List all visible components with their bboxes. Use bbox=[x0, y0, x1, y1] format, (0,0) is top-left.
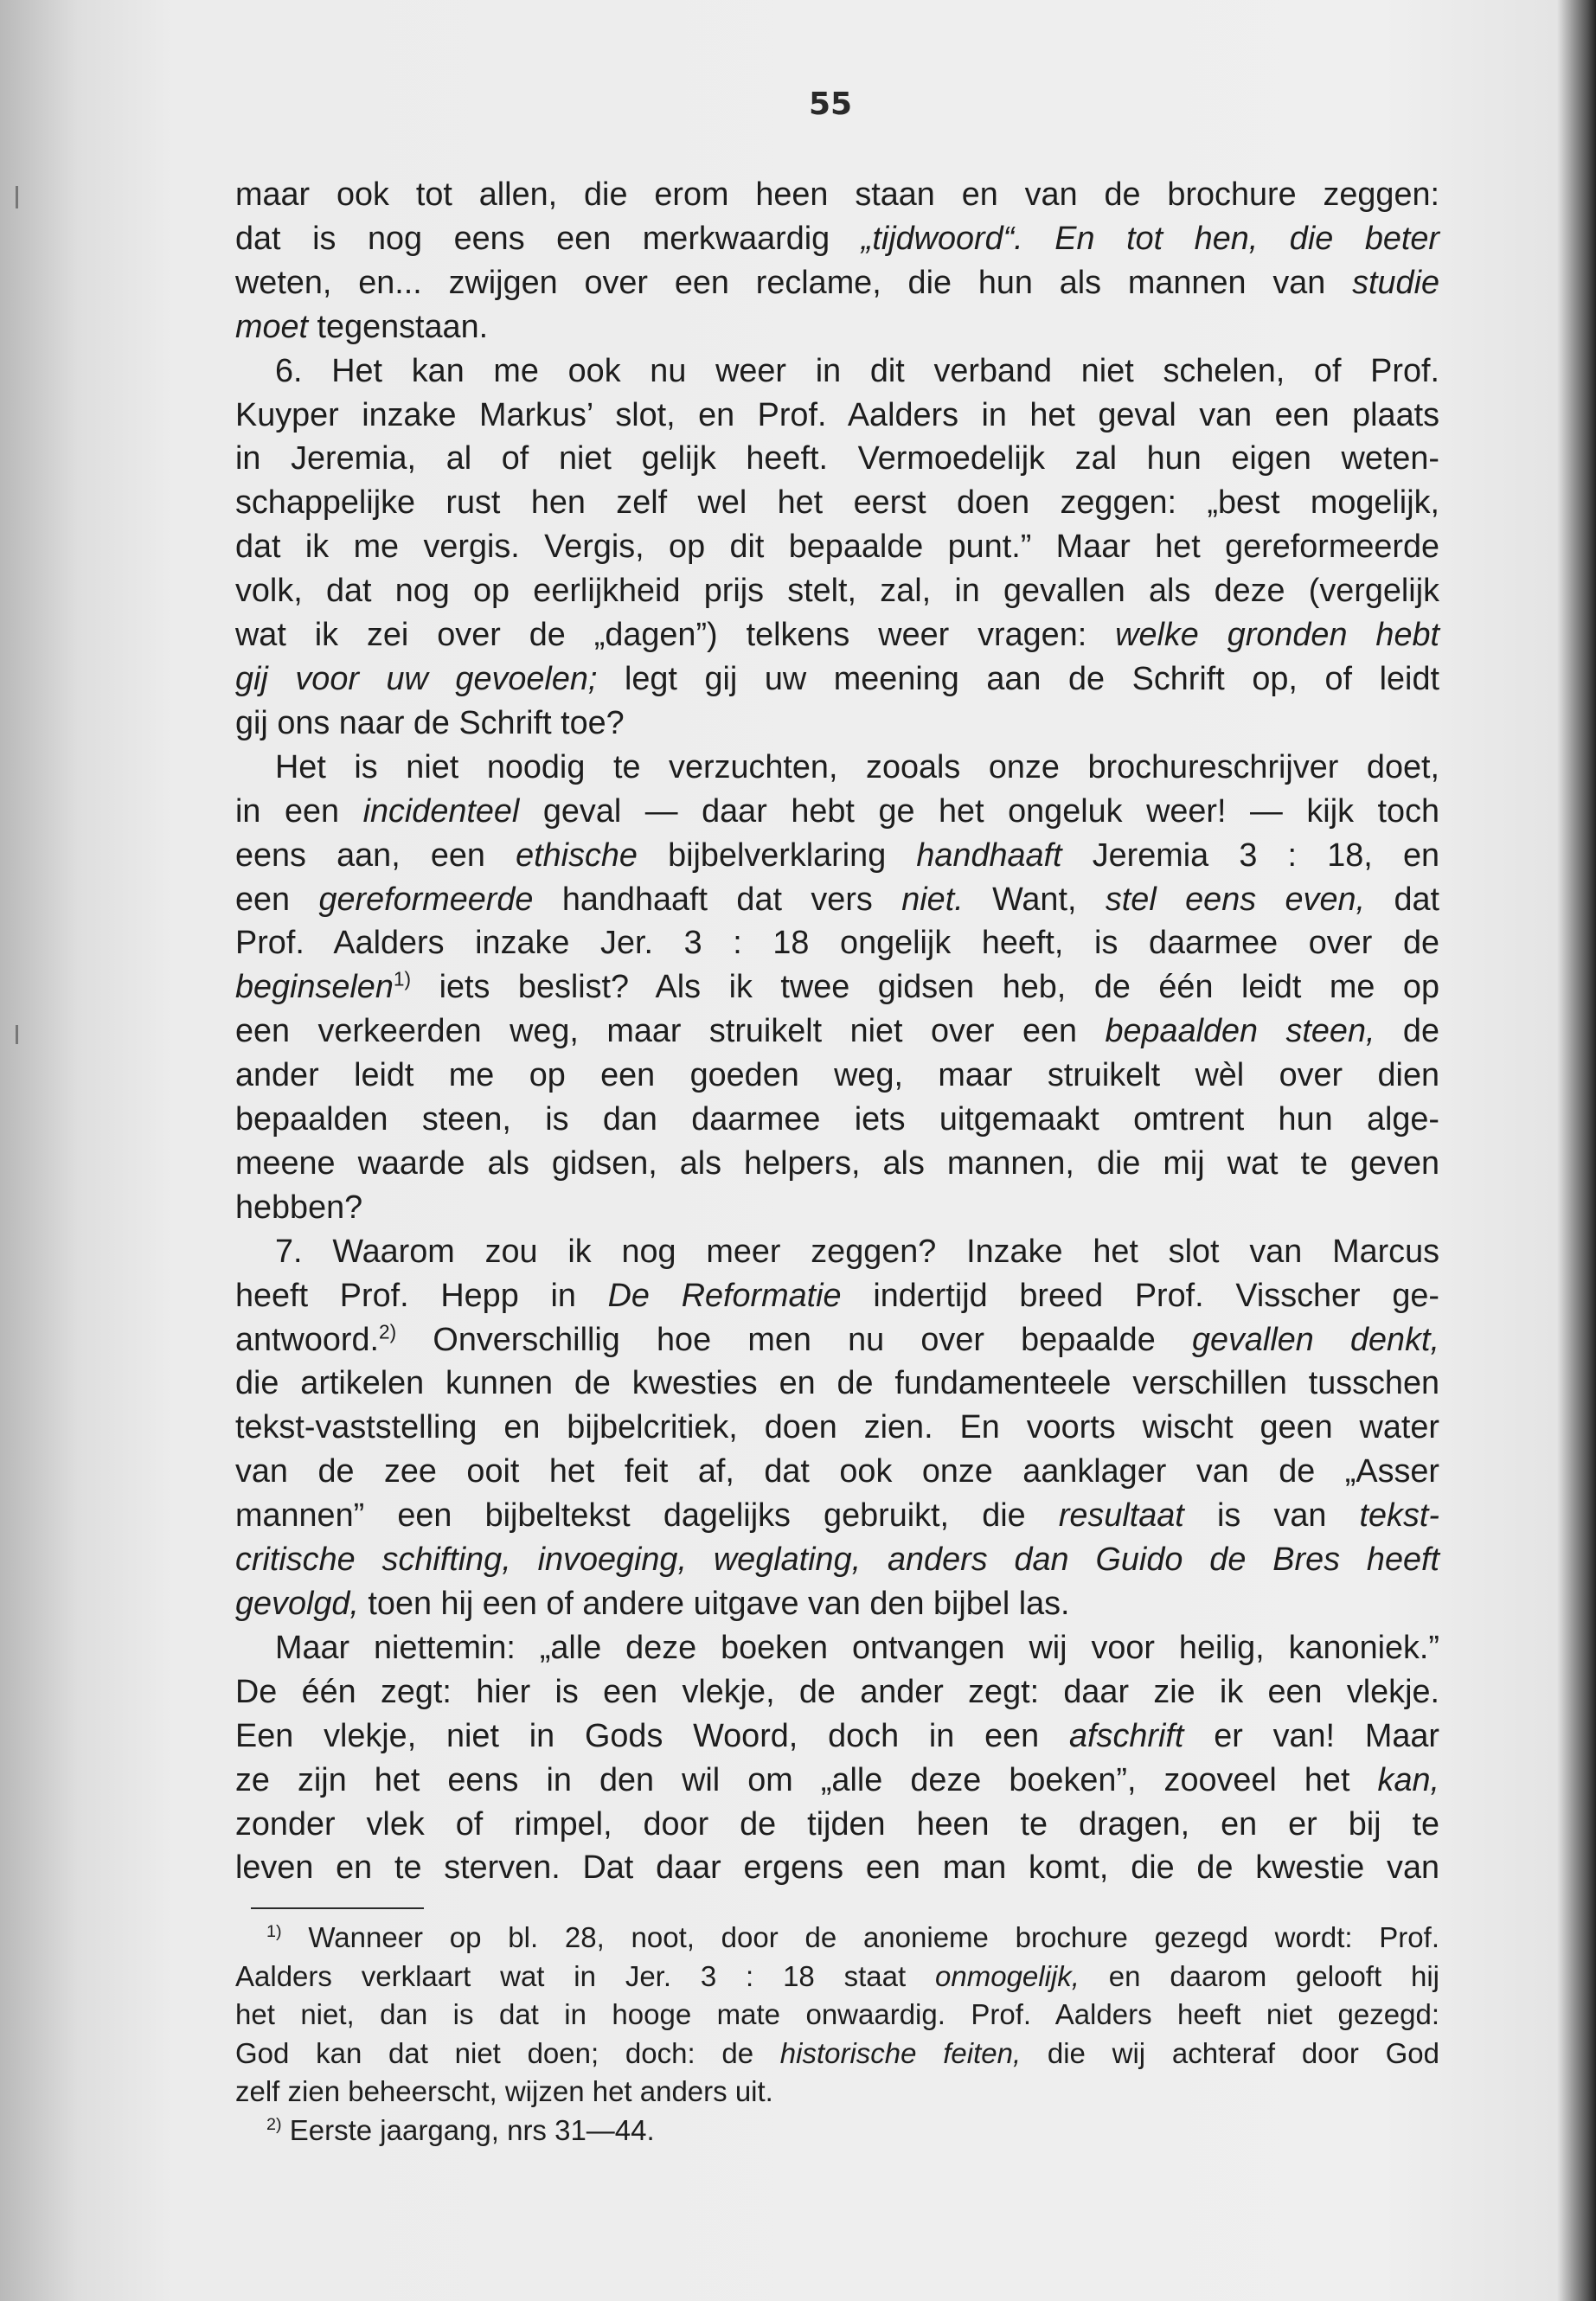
text-line: hebben? bbox=[235, 1189, 363, 1226]
text-line: Maar niettemin: „alle deze boeken ontvangen wij voor heilig, kanoniek.” bbox=[275, 1629, 1439, 1666]
footnote-ref: 1) bbox=[393, 967, 412, 990]
text-line: zonder vlek of rimpel, door de tijden heen te dragen, en er bij te bbox=[235, 1805, 1439, 1843]
text-line: 7. Waarom zou ik nog meer zeggen? Inzake het slot van Marcus bbox=[275, 1233, 1439, 1270]
text-line: Prof. Aalders inzake Jer. 3 : 18 ongelijk heeft, is daarmee over de bbox=[235, 925, 1439, 962]
text-line: beginselen$^{1)}$ iets beslist? Als ik twee gidsen heb, de één leidt me op bbox=[235, 967, 1439, 1006]
page-number: 55 bbox=[808, 87, 853, 122]
text-line: eens aan, een ethische bijbelverklaring handhaaft Jeremia 3 : 18, en bbox=[235, 836, 1439, 874]
text-line: moet tegenstaan. bbox=[235, 308, 489, 345]
text-line: Het is niet noodig te verzuchten, zooals onze brochureschrijver doet, bbox=[275, 748, 1439, 785]
text-line: maar ook tot allen, die erom heen staan en van de brochure zeggen: bbox=[235, 176, 1439, 213]
text-line: weten, en... zwijgen over een reclame, die hun als mannen van studie bbox=[235, 264, 1439, 301]
text-line: gij ons naar de Schrift toe? bbox=[235, 704, 625, 741]
text-line: leven en te sterven. Dat daar ergens een man komt, die de kwestie van bbox=[235, 1849, 1439, 1887]
text-line: Kuyper inzake Markus’ slot, en Prof. Aalders in het geval van een plaats bbox=[235, 396, 1439, 433]
text-line: in een incidenteel geval — daar hebt ge het ongeluk weer! — kijk toch bbox=[235, 792, 1439, 830]
text-line: dat ik me vergis. Vergis, op dit bepaalde punt.” Maar het gereformeerde bbox=[235, 529, 1439, 566]
text-line: ander leidt me op een goeden weg, maar struikelt wèl over dien bbox=[235, 1057, 1439, 1094]
text-line: heeft Prof. Hepp in De Reformatie indertijd breed Prof. Visscher ge- bbox=[235, 1277, 1440, 1314]
text-line: critische schifting, invoeging, weglating, anders dan Guido de Bres heeft bbox=[235, 1541, 1439, 1579]
text-line: die artikelen kunnen de kwesties en de fundamenteele verschillen tusschen bbox=[235, 1365, 1439, 1402]
footnote-line: zelf zien beheerscht, wijzen het anders uit. bbox=[235, 2075, 773, 2107]
body-text bbox=[235, 173, 1439, 1890]
text-line: schappelijke rust hen zelf wel het eerst doen zeggen: „best mogelijk, bbox=[235, 484, 1439, 522]
footnote-rule bbox=[251, 1907, 424, 1909]
text-line: in Jeremia, al of niet gelijk heeft. Vermoedelijk zal hun eigen weten- bbox=[235, 440, 1439, 478]
text-line: meene waarde als gidsen, als helpers, als mannen, die mij wat te geven bbox=[235, 1144, 1439, 1182]
text-line: De één zegt: hier is een vlekje, de ander zegt: daar zie ik een vlekje. bbox=[235, 1673, 1439, 1710]
text-line: ze zijn het eens in den wil om „alle deze boeken”, zooveel het kan, bbox=[235, 1761, 1439, 1798]
text-line: dat is nog eens een merkwaardig „tijdwoord“. En tot hen, die beter bbox=[235, 220, 1439, 257]
footnote-line: $^{1)}$ Wanneer op bl. 28, noot, door de anonieme brochure gezegd wordt: Prof. bbox=[266, 1921, 1439, 1953]
footnotes bbox=[235, 1919, 1439, 2150]
text-line: Een vlekje, niet in Gods Woord, doch in een afschrift er van! Maar bbox=[235, 1717, 1439, 1754]
footnote-line: God kan dat niet doen; doch: de historische feiten, die wij achteraf door God bbox=[235, 2036, 1439, 2069]
footnote-line: $^{2)}$ Eerste jaargang, nrs 31—44. bbox=[266, 2113, 655, 2146]
text-line: een verkeerden weg, maar struikelt niet over een bepaalden steen, de bbox=[235, 1013, 1439, 1050]
text-line: een gereformeerde handhaaft dat vers niet. Want, stel eens even, dat bbox=[235, 881, 1439, 918]
footnote-line: het niet, dan is dat in hooge mate onwaardig. Prof. Aalders heeft niet gezegd: bbox=[235, 1998, 1439, 2030]
text-line: van de zee ooit het feit af, dat ook onze aanklager van de „Asser bbox=[235, 1453, 1439, 1490]
text-line: gij voor uw gevoelen; legt gij uw meening aan de Schrift op, of leidt bbox=[235, 660, 1439, 697]
text-line: mannen” een bijbeltekst dagelijks gebruikt, die resultaat is van tekst- bbox=[235, 1497, 1439, 1535]
text-line: antwoord.$^{2)}$ Onverschillig hoe men nu over bepaalde gevallen denkt, bbox=[235, 1319, 1439, 1358]
text-line: bepaalden steen, is dan daarmee iets uitgemaakt omtrent hun alge- bbox=[235, 1101, 1439, 1138]
text-line: 6. Het kan me ook nu weer in dit verband niet schelen, of Prof. bbox=[275, 352, 1439, 389]
margin-mark bbox=[16, 1025, 18, 1044]
footnote-ref: 2) bbox=[379, 1319, 397, 1343]
text-line: volk, dat nog op eerlijkheid prijs stelt, zal, in gevallen als deze (vergelijk bbox=[235, 573, 1439, 610]
footnote-line: Aalders verklaart wat in Jer. 3 : 18 staat onmogelijk, en daarom gelooft hij bbox=[235, 1959, 1439, 1992]
text-line: gevolgd, toen hij een of andere uitgave van den bijbel las. bbox=[235, 1586, 1070, 1622]
text-line: wat ik zei over de „dagen”) telkens weer vragen: welke gronden hebt bbox=[235, 617, 1439, 654]
margin-mark bbox=[16, 186, 18, 208]
text-line: tekst-vaststelling en bijbelcritiek, doen zien. En voorts wischt geen water bbox=[235, 1409, 1439, 1446]
